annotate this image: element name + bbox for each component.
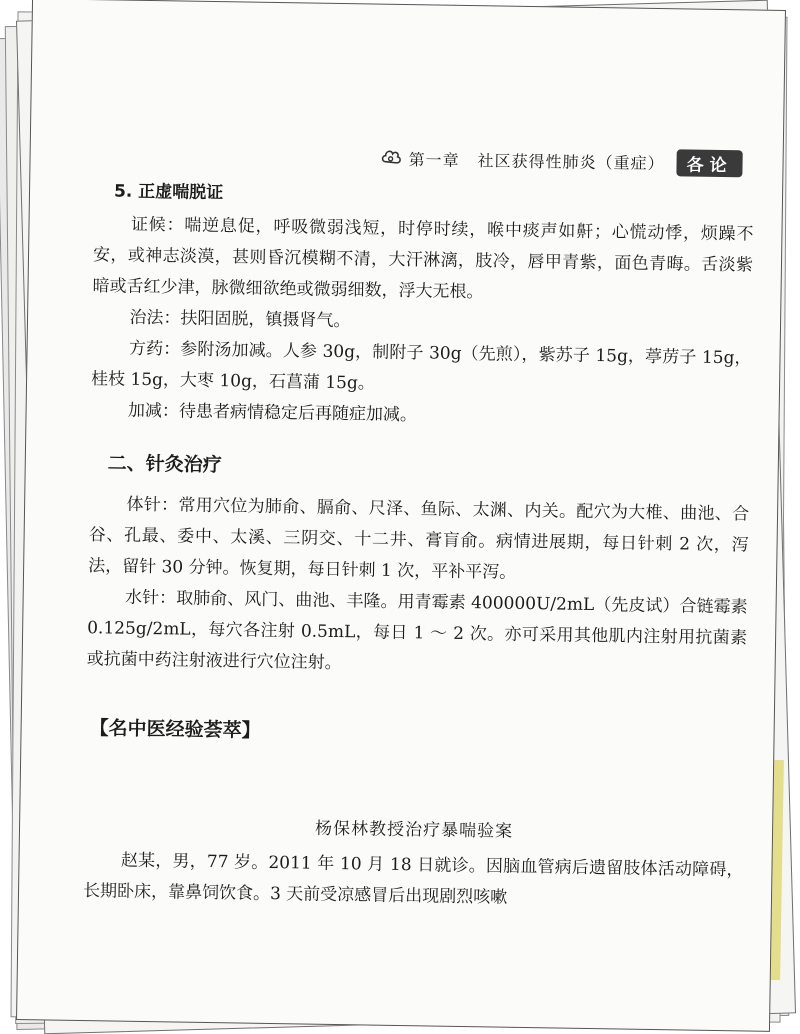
experience-heading: 【名中医经验荟萃】 — [89, 717, 261, 742]
chapter-title: 社区获得性肺炎（重症） — [477, 150, 665, 173]
section-heading-acupuncture: 二、针灸治疗 — [107, 452, 222, 477]
paragraph-water-acupuncture: 水针：取肺俞、风门、曲池、丰隆。用青霉素 400000U/2mL（先皮试）合链霉素 0.125g/2mL，每穴各注射 0.5mL，每日 1 ～ 2 次。亦可采用其他肌内注射用抗菌素或抗菌中药注射液进行穴位注射。 — [86, 587, 748, 674]
paragraph-symptoms: 证候：喘逆息促，呼吸微弱浅短，时停时续，喉中痰声如鼾；心慌动悸，烦躁不安，或神志淡漠，甚则昏沉模糊不清，大汗淋漓，肢冷，唇甲青紫，面色青晦。舌淡紫暗或舌红少津，脉微细欲绝或微弱细数，浮大无根。 — [92, 214, 754, 303]
section-badge: 各论 — [676, 149, 742, 177]
chapter-label: 第一章 — [408, 149, 460, 170]
page-content — [83, 176, 754, 917]
paragraph-prescription: 方药：参附汤加减。人参 30g，制附子 30g（先煎），紫苏子 15g，葶苈子 15g，桂枝 15g，大枣 10g，石菖蒲 15g。 — [90, 338, 752, 394]
paragraph-modification: 加减：待患者病情稳定后再随症加减。 — [127, 400, 418, 426]
book-page — [16, 0, 786, 1032]
paragraph-body-acupuncture: 体针：常用穴位为肺俞、膈俞、尺泽、鱼际、太渊、内关。配穴为大椎、曲池、合谷、孔最、委中、太溪、三阴交、十二井、膏肓俞。病情进展期，每日针刺 2 次，泻法，留针 30 分钟。恢复期，每日针刺 1 次，平补平泻。 — [88, 494, 750, 583]
case-paragraph: 赵某，男，77 岁。2011 年 10 月 18 日就诊。因脑血管病后遗留肢体活动障碍，长期卧床，靠鼻饲饮食。3 天前受凉感冒后出现剧烈咳嗽 — [82, 850, 744, 908]
case-title: 杨保林教授治疗暴喘验案 — [314, 818, 514, 842]
section-heading-5: 5. 正虚喘脱证 — [113, 181, 224, 204]
running-head — [380, 143, 770, 179]
paragraph-treatment-method: 治法：扶阳固脱，镇摄肾气。 — [129, 307, 351, 332]
cloud-ornament-icon — [380, 147, 402, 169]
